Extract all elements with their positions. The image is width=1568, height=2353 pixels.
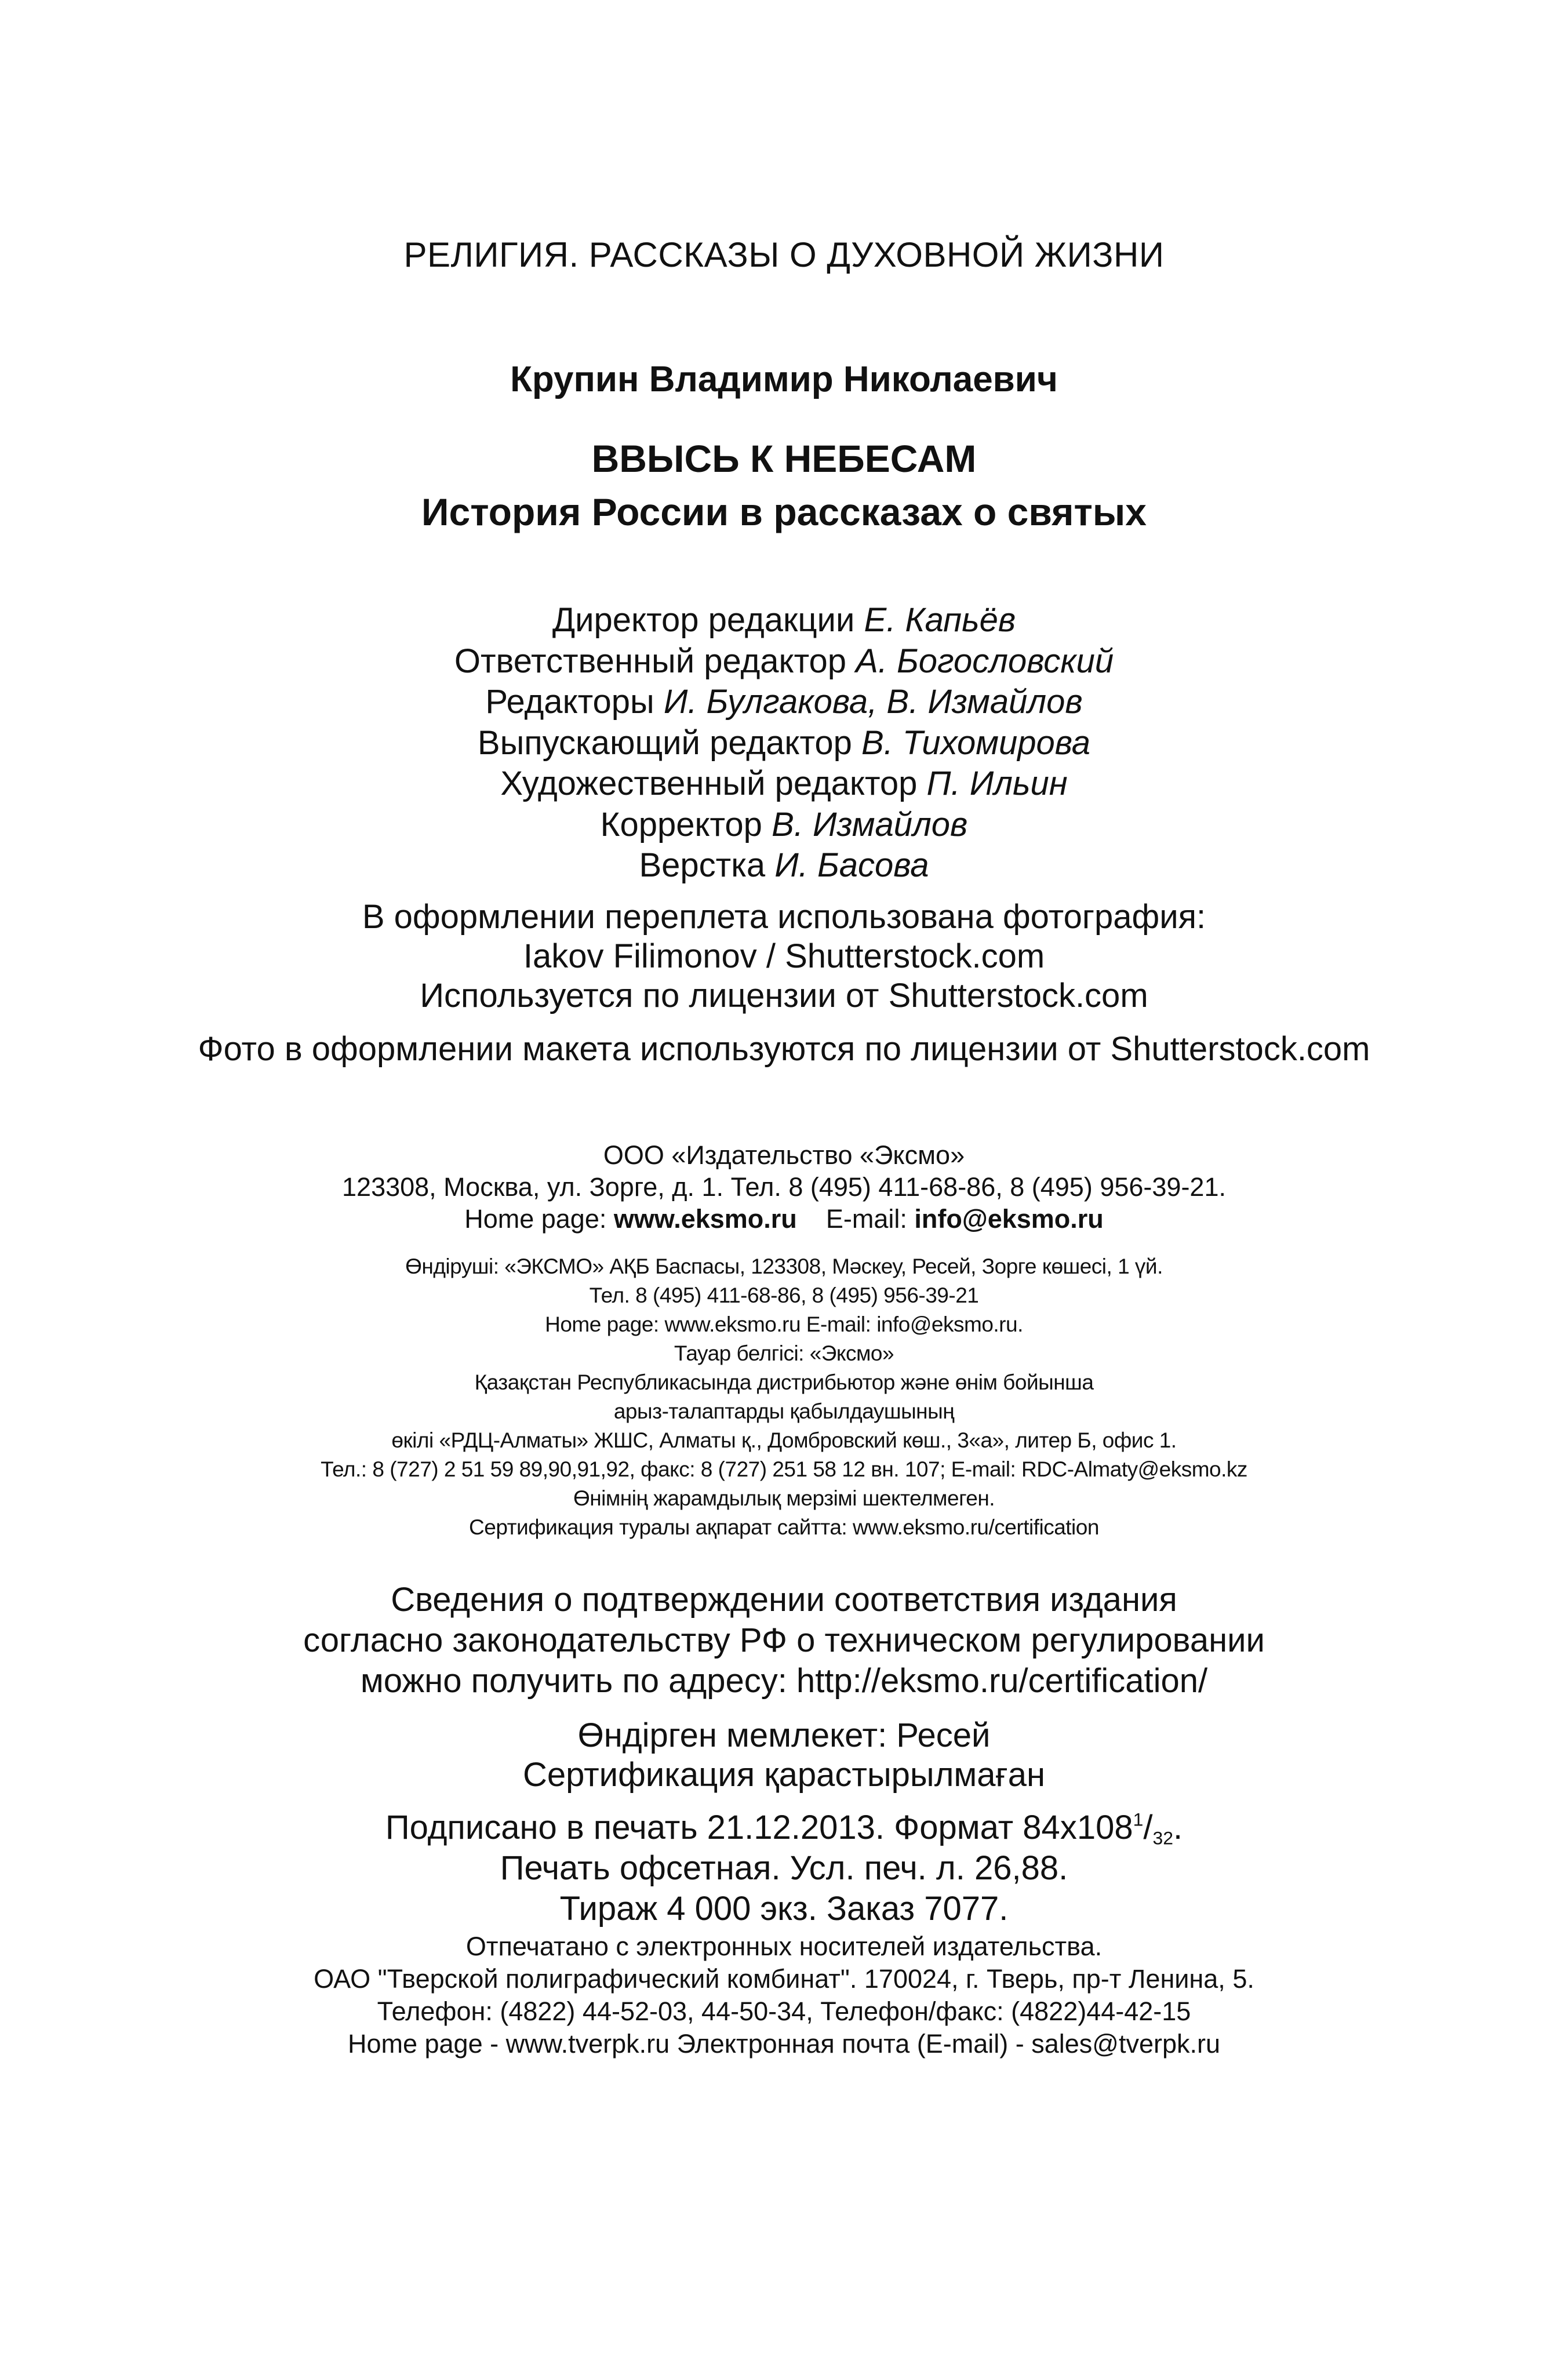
credit-line: Выпускающий редактор В. Тихомирова [477,723,1091,762]
credit-line: Редакторы И. Булгакова, В. Измайлов [485,683,1083,721]
kz-line: Сертификация туралы ақпарат сайтта: www.eksmo.ru/certification [469,1515,1099,1539]
book-title: ВВЫСЬ К НЕБЕСАМ [591,437,977,480]
format-denominator: 32 [1152,1827,1173,1849]
book-title-block [0,432,1568,539]
printer-line: Home page - www.tverpk.ru Электронная почта (E-mail) - sales@tverpk.ru [347,2029,1221,2059]
kz-line: арыз-талаптарды қабылдаушының [613,1399,955,1423]
book-subtitle: История России в рассказах о святых [421,490,1147,533]
credit-line: Верстка И. Басова [639,846,929,884]
layout-photo-credit [0,1029,1568,1070]
signed-line: Подписано в печать 21.12.2013. Формат $84x108^1/_{32}$. [385,1809,1183,1849]
home-page-link[interactable]: www.eksmo.ru [613,1204,797,1234]
category-text: РЕЛИГИЯ. РАССКАЗЫ О ДУХОВНОЙ ЖИЗНИ [403,235,1165,274]
print-run-line: Тираж 4 000 экз. Заказ 7077. [559,1890,1009,1928]
kz-line: Өндіруші: «ЭКСМО» АҚБ Баспасы, 123308, Мәскеу, Ресей, Зорге көшесі, 1 үй. [405,1254,1163,1278]
author-text: Крупин Владимир Николаевич [510,359,1058,399]
kz-line: Қазақстан Республикасында дистрибьютор және өнім бойынша [474,1370,1094,1394]
printer-line: ОАО "Тверской полиграфический комбинат". 170024, г. Тверь, пр-т Ленина, 5. [314,1964,1254,1994]
cover-photo-credits [0,897,1568,1016]
kz-line: Тел. 8 (495) 411-68-86, 8 (495) 956-39-21 [589,1283,979,1307]
credit-line: Художественный редактор П. Ильин [500,765,1068,802]
printer-info [0,1930,1568,2060]
cert-line: согласно законодательству РФ о техническом регулировании [303,1621,1265,1659]
email-label: E-mail: [825,1204,907,1234]
publisher-contacts [0,1203,1568,1235]
home-page-label: Home page: [464,1204,607,1234]
author-name [0,357,1568,403]
kz-line: Тел.: 8 (727) 2 51 59 89,90,91,92, факс: 8 (727) 251 58 12 вн. 107; E-mail: RDC-Almaty@eksmo.kz [321,1457,1247,1481]
kz-line: Тауар белгісі: «Эксмо» [674,1341,894,1365]
print-details [0,1808,1568,1929]
publisher-address: 123308, Москва, ул. Зорге, д. 1. Тел. 8 (495) 411-68-86, 8 (495) 956-39-21. [342,1172,1226,1202]
editorial-credits [0,600,1568,886]
credit-line: Ответственный редактор А. Богословский [454,642,1114,680]
photo-credit-text: Фото в оформлении макета используются по лицензии от Shutterstock.com [198,1030,1370,1068]
printer-line: Телефон: (4822) 44-52-03, 44-50-34, Телефон/факс: (4822)44-42-15 [377,1996,1191,2026]
cover-credit-line: Iakov Filimonov / Shutterstock.com [523,937,1045,975]
certification-info [0,1580,1568,1701]
print-type-line: Печать офсетная. Усл. печ. л. 26,88. [500,1849,1068,1887]
cover-credit-line: Используется по лицензии от Shutterstock.com [420,977,1148,1014]
origin-line: Сертификация қарастырылмаған [522,1756,1045,1794]
cover-credit-line: В оформлении переплета использована фотография: [362,898,1206,936]
kz-line: өкілі «РДЦ-Алматы» ЖШС, Алматы қ., Домбровский көш., 3«а», литер Б, офис 1. [391,1428,1177,1452]
kz-line: Home page: www.eksmo.ru E-mail: info@eksmo.ru. [545,1312,1023,1336]
publisher-name: ООО «Издательство «Эксмо» [603,1140,965,1170]
format-numerator: 1 [1133,1809,1144,1830]
origin-info [0,1716,1568,1795]
publisher-info [0,1139,1568,1235]
origin-line: Өндірген мемлекет: Ресей [577,1716,991,1754]
cert-line: Сведения о подтверждении соответствия издания [391,1581,1177,1619]
cert-line: можно получить по адресу: http://eksmo.ru/certification/ [360,1662,1208,1700]
category-heading [0,232,1568,278]
credit-line: Директор редакции Е. Капьёв [552,601,1016,639]
kz-line: Өнімнің жарамдылық мерзімі шектелмеген. [573,1486,995,1510]
kazakh-publisher-info [0,1252,1568,1542]
printer-line: Отпечатано с электронных носителей издательства. [465,1932,1103,1961]
credit-line: Корректор В. Измайлов [600,805,968,843]
email-link[interactable]: info@eksmo.ru [914,1204,1104,1234]
